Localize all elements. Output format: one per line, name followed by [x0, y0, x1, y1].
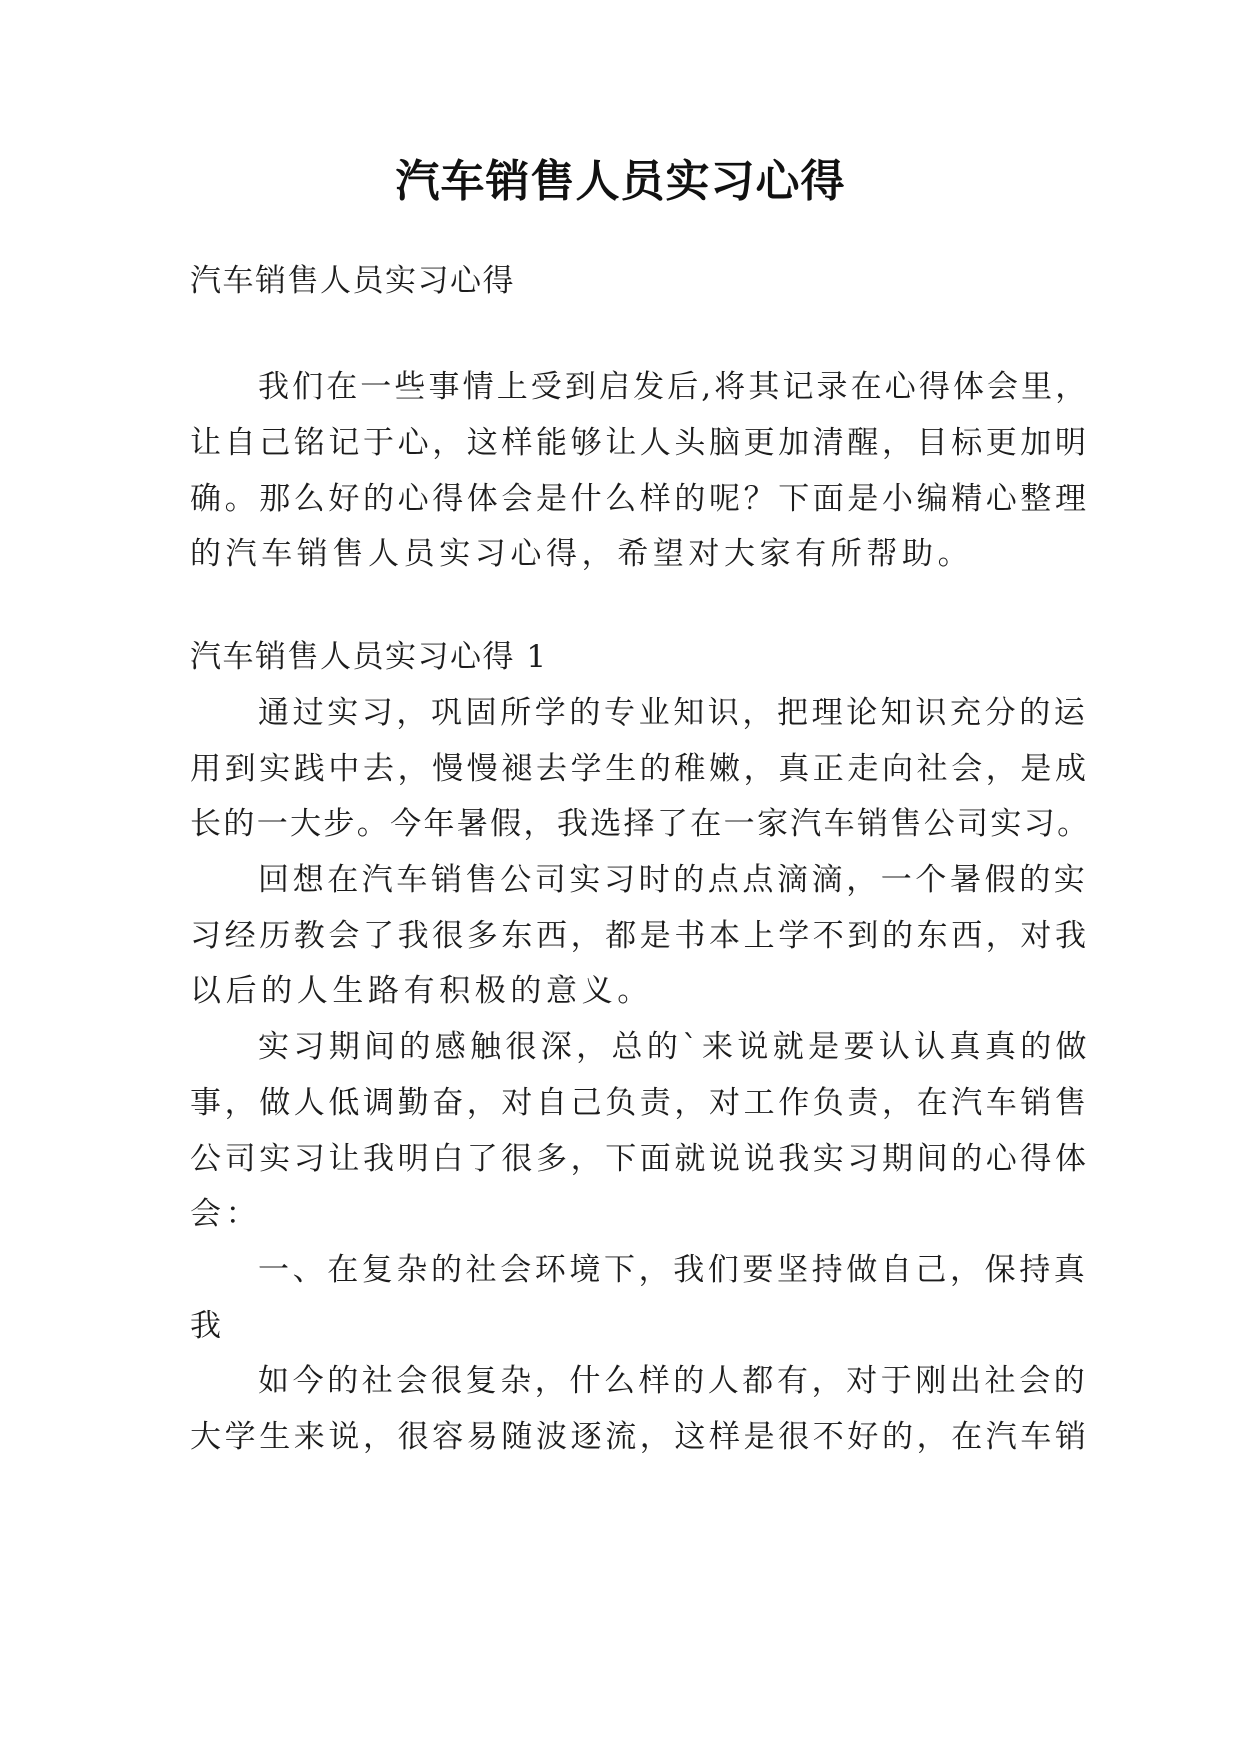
body-line: 回想在汽车销售公司实习时的点点滴滴，一个暑假的实	[258, 862, 1089, 898]
section-heading: 汽车销售人员实习心得 1	[190, 639, 548, 675]
body-line: 公司实习让我明白了很多，下面就说说我实习期间的心得体	[190, 1141, 1090, 1177]
body-line: 一、在复杂的社会环境下，我们要坚持做自己，保持真	[258, 1252, 1089, 1288]
body-line: 习经历教会了我很多东西，都是书本上学不到的东西，对我	[190, 918, 1090, 954]
intro-line: 让自己铭记于心，这样能够让人头脑更加清醒，目标更加明	[190, 425, 1090, 461]
intro-line: 确。那么好的心得体会是什么样的呢？下面是小编精心整理	[190, 481, 1090, 517]
body-line: 我	[190, 1308, 226, 1344]
body-line: 通过实习，巩固所学的专业知识，把理论知识充分的运	[258, 695, 1089, 731]
body-line: 长的一大步。今年暑假，我选择了在一家汽车销售公司实习。	[190, 806, 1091, 842]
document-title: 汽车销售人员实习心得	[395, 156, 846, 207]
body-line: 会：	[190, 1196, 262, 1232]
subtitle-line: 汽车销售人员实习心得	[190, 263, 515, 299]
body-line: 大学生来说，很容易随波逐流，这样是很不好的，在汽车销	[190, 1419, 1090, 1455]
intro-line: 的汽车销售人员实习心得，希望对大家有所帮助。	[190, 536, 974, 572]
body-line: 事，做人低调勤奋，对自己负责，对工作负责，在汽车销售	[190, 1085, 1090, 1121]
intro-line: 我们在一些事情上受到启发后,将其记录在心得体会里，	[258, 369, 1090, 405]
body-line: 用到实践中去，慢慢褪去学生的稚嫩，真正走向社会，是成	[190, 751, 1090, 787]
body-line: 实习期间的感触很深，总的`来说就是要认认真真的做	[258, 1029, 1091, 1065]
body-line: 以后的人生路有积极的意义。	[190, 973, 653, 1009]
body-line: 如今的社会很复杂，什么样的人都有，对于刚出社会的	[258, 1363, 1089, 1399]
